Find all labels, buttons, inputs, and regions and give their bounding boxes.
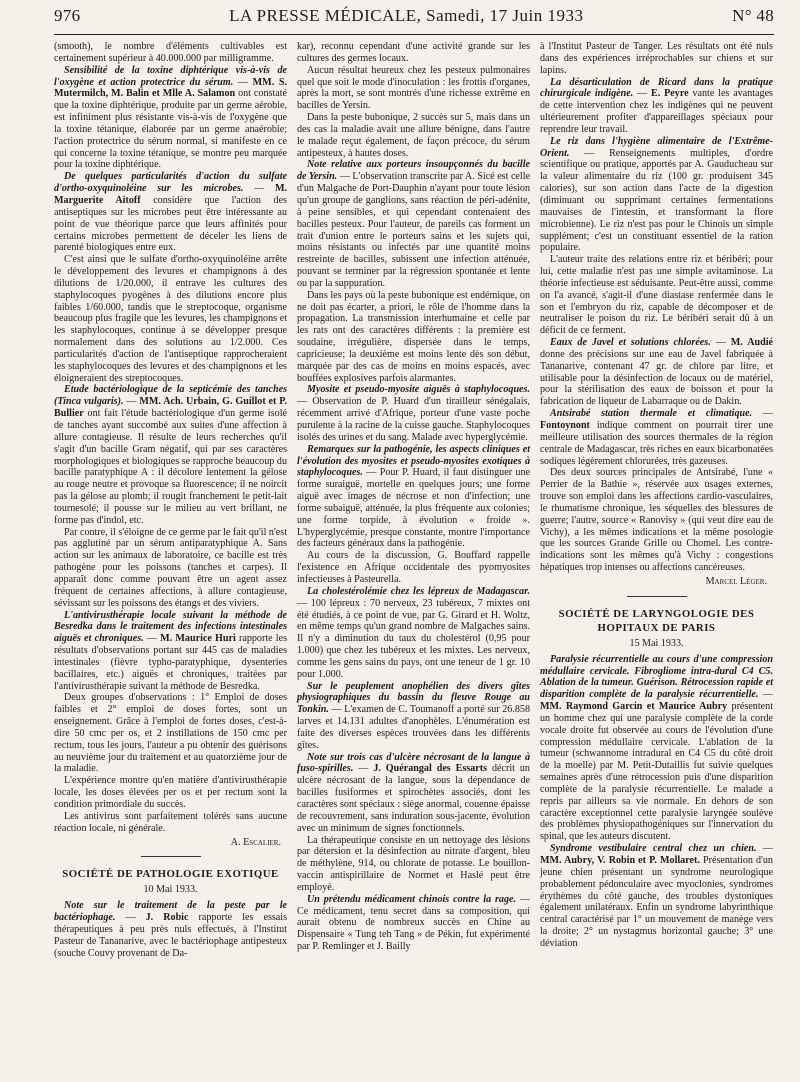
article: Le riz dans l'hygiène alimentaire de l'Extrême-Orient. — Renseignements multiples, d'ordre scientifique ou pratique, apportés par A. Gauducheau sur la valeur alimentaire du riz (100 gr. produisent 345 calories), sur son action dans l'acte de la digestion (diminuant ou supprimant certaines fermentations mauvaises de l'intestin, et transformant la flore microbienne). Le riz n'est pas pour le Chinois un simple supplément; c'est un constituant essentiel de la ration populaire.: [540, 135, 773, 254]
section-title: SOCIÉTÉ DE PATHOLOGIE EXOTIQUE: [62, 868, 279, 881]
article: Note sur le traitement de la peste par le bactériophage. — J. Robic rapporte les essais thérapeutiques à peu près nuls effectués, à l'Institut Pasteur de Tananarive, avec le bactériophage antipesteux (souche Couvy provenant de Da-: [54, 900, 288, 959]
article-text: considère que l'action des antiseptiques sur les microbes peut être intéressante au point de vue théorique parce que leurs affinités pour certains microbes permettent de déceler les liens de parenté biologiques entre eux.: [54, 194, 287, 254]
paragraph: Par contre, il s'éloigne de ce germe par le fait qu'il n'est pas agglutiné par un sérum antiparatyphique A. Sans action sur les animaux de laboratoire, ce bacille est très pathogène pour les poissons (tanches et carpes). Il apparaît donc comme pouvant être un agent assez fréquent de certaines affections, à allure contagieuse, sévissant sur les poissons des étangs et des viviers.: [54, 526, 287, 609]
header-rule: [54, 34, 774, 35]
article-text: indique comment on pourrait tirer une meilleure utilisation des sources thermales de la région centrale de Madagascar, très riches en eaux bicarbonatées sodiques légèrement chlorurées, très gazeuses.: [540, 420, 773, 467]
article-authors: MM. Ach. Urbain, G. Guillot et P. Bullier: [54, 396, 288, 420]
article: Etude bactériologique de la septicémie des tanches (Tinca vulgaris). — MM. Ach. Urbain, G. Guillot et P. Bullier ont fait l'étude bactériologique d'un germe isolé de tanches ayant succombé aux suites d'une affection à allure contagieuse. Il résulte de leurs recherches qu'il s'agit d'un bacille Gram négatif, qui par ses caractères morphologiques et biologiques se rapproche beaucoup du bacille paratyphique A : il décolore lentement la gélose au rouge neutre et provoque sa fluorescence; il ne noircit pas la gélose au plomb; il rougit franchement le petit-lait tournesolé; il pousse sur le milieu au vert brillant, ne forme pas d'indol, etc.: [54, 384, 288, 526]
section-separator: [627, 596, 687, 597]
paragraph: kar), reconnu cependant d'une activité grande sur les cultures des germes locaux.: [297, 41, 530, 64]
paragraph: Des deux sources principales de Antsirabé, l'une « Perrier de la Bathie », réservée aux usages externes, trouve son emploi dans les affections cardio-vasculaires, le rhumatisme chronique, les séquelles des blessures de guerre; l'autre, source « Ranovisy » (qui veut dire eau de Vichy), a les mêmes indications et la même posologie que les sources Grande Grille ou Chomel. Les contre-indications sont les mêmes qu'à Vichy : congestions hépatiques trop intenses ou affections cancéreuses.: [540, 467, 773, 574]
article: Note relative aux porteurs insoupçonnés du bacille de Yersin. — L'observation transcrite par A. Sicé est celle d'un Malgache de Port-Dauphin n'ayant pour toute lésion qu'un groupe de ganglions, sans réaction de péri-adénite, à peine sensibles, et qui cependant contenaient des bacilles pesteux. Pour l'auteur, de pareils cas forment un trait d'union entre le porteurs sains et les sujets qui, moins résistants ou infectés par une quantité moins restreinte de bacilles, subissent une infection atténuée, pouvant se terminer par la régression spontanée et lente ou par la suppuration.: [297, 159, 530, 289]
article-title: Note sur trois cas d'ulcère nécrosant de la langue à fuso-spirilles.: [297, 751, 530, 775]
article-authors: Fontoynont: [540, 420, 590, 431]
issue-number: N° 48: [732, 6, 774, 25]
article-title: Note sur le traitement de la peste par le bactériophage.: [54, 900, 287, 924]
paragraph: (smooth), le nombre d'éléments cultivables est certainement supérieur à 40.000.000 par milligramme.: [54, 41, 287, 64]
signature: A. Escalier.: [230, 836, 281, 848]
article-text: Pour P. Huard, il faut distinguer une forme suraiguë, mortelle en quelques jours; une forme aiguë avec images de nécrose et non d'infection; une forme subaiguë, atténuée, la plus fréquente aux colonies; une forme torpide, à évolution « froide ». L'hyperglycémie, presque constante, montre l'importance des facteurs généraux dans la pathogénie.: [297, 467, 530, 550]
article-text: décrit un ulcère nécrosant de la langue, sous la dépendance de bacilles fusiformes et spirochètes associés, dont les caractères sont spéciaux : siège anormal, couenne épaisse de recouvrement, sans induration sous-jacente, évolution avec un minimum de signes fonctionnels.: [297, 763, 530, 834]
article-title: Myosite et pseudo-myosite aiguës à staphylocoques.: [307, 384, 530, 396]
article-title: Antsirabé station thermale et climatique.: [550, 408, 753, 420]
article: De quelques particularités d'action du sulfate d'ortho-oxyquinoléine sur les microbes. — M. Marguerite Aitoff considère que l'action des antiseptiques sur les microbes peut être intéressante au point de vue théorique parce que leurs affinités pour certains microbes permettent de déceler les liens de parenté biologiques entre eux.: [54, 171, 287, 254]
article-title: Eaux de Javel et solutions chlorées.: [550, 337, 711, 349]
article: Sensibilité de la toxine diphtérique vis-à-vis de l'oxygène et action protectrice du sérum. — MM. S. Mutermilch, M. Balin et Mlle A. Salamon ont constaté que la toxine diphtérique, produite par un germe aérobie, est infiniment plus résistante vis-à-vis de l'oxygène que la toxine tétanique, élaborée par un germe anaérobie; l'action protectrice du sérum normal, si manifeste en ce qui concerne la toxine tétanique, se montre peu marquée pour la toxine diphtérique.: [54, 64, 287, 171]
article-text: rapporte les essais thérapeutiques à peu près nuls effectués, à l'Institut Pasteur de Tananarive, avec le bactériophage antipesteux (souche Couvy provenant de Da-: [54, 912, 288, 959]
article-authors: E. Peyre: [651, 88, 689, 100]
article: Sur le peuplement anophélien des divers gîtes physiographiques du bassin du fleuve Rouge au Tonkin. — L'examen de C. Toumanoff a porté sur 26.858 larves et 14.131 adultes d'anophèles. L'énumération est faite des diverses espèces trouvées dans les différents gîtes.: [297, 680, 531, 751]
column-3: [540, 41, 773, 959]
article-text: ont fait l'étude bactériologique d'un germe isolé de tanches ayant succombé aux suites d'une affection à allure contagieuse. Il résulte de leurs recherches qu'il s'agit d'un bacille Gram négatif, qui par ses caractères morphologiques et biologiques se rapproche beaucoup du bacille paratyphique A : il décolore lentement la gélose au rouge neutre et provoque sa fluorescence; il ne noircit pas la gélose au plomb; il rougit franchement le petit-lait tournesolé; il pousse sur le milieu au vert brillant, ne forme pas d'indol, etc.: [54, 408, 287, 526]
article-text: présentent un homme chez qui une paralysie complète de la corde vocale droite fut observée au cours de l'évolution d'une compression médullaire cervicale. L'ablation de la tumeur (schwannome intradural en C4 C5 du côté droit de la moelle) par M. Petit-Dutaillis fut suivie quelques semaines après d'une rétrocession puis d'une disparition complète de la paralysie récurrentielle. Le malade a repris par ailleurs sa vie normale. En dehors de son caractère exceptionnel cette paralysie laryngée soulève des problèmes physiopathogéniques sur l'innervation du spinal, que les auteurs discutent.: [540, 701, 773, 843]
article-text: Observation de P. Huard d'un tirailleur sénégalais, récemment arrivé d'Afrique, porteur d'une vaste poche purulente à la racine de la cuisse gauche. Staphylocoques isolés des urines et du sang. Malade avec hyperglycémie.: [297, 396, 530, 443]
page-number: 976: [54, 6, 81, 25]
article-text: ont constaté que la toxine diphtérique, produite par un germe aérobie, est infiniment plus résistante vis-à-vis de l'oxygène que la toxine tétanique, élaborée par un germe anaérobie; l'action protectrice du sérum normal, si manifeste en ce qui concerne la toxine tétanique, se montre peu marquée pour la toxine diphtérique.: [54, 88, 287, 171]
article: Syndrome vestibulaire central chez un chien. — MM. Aubry, V. Robin et P. Mollaret. Présentation d'un jeune chien présentant un syndrome neurologique probablement pédonculaire avec myoclonies, syndromes érythèmes du côté gauche, des troubles dystoniques également unilatéraux. Enfin un syndrome labyrinthique central caractérisé par 1° un mouvement de manège vers la droite; 2° un nystagmus horizontal gauche; 3° une déviation: [540, 843, 773, 949]
publication-title: LA PRESSE MÉDICALE, Samedi, 17 Juin 1933: [229, 6, 584, 25]
signature: Marcel Léger.: [705, 575, 767, 587]
column-2: [297, 41, 530, 959]
article: Un prétendu médicament chinois contre la rage. — Ce médicament, tenu secret dans sa composition, qui aurait obtenu de nombreux succès en Chine au Dispensaire « Tung teh Tang » de Pékin, fut expérimenté par P. Remlinger et J. Bailly: [297, 893, 530, 953]
article-authors: MM. S. Mutermilch, M. Balin et Mlle A. Salamon: [54, 76, 287, 100]
section-separator: [141, 856, 201, 857]
article-title: De quelques particularités d'action du sulfate d'ortho-oxyquinoléine sur les microbes.: [54, 171, 287, 195]
article-authors: MM. Raymond Garcin et Maurice Aubry: [540, 701, 728, 713]
article: Note sur trois cas d'ulcère nécrosant de la langue à fuso-spirilles. — J. Quérangal des Essarts décrit un ulcère nécrosant de la langue, sous la dépendance de bacilles fusiformes et spirochètes associés, dont les caractères sont spéciaux : siège anormal, couenne épaisse de recouvrement, sans induration sous-jacente, évolution avec un minimum de signes fonctionnels.: [297, 751, 530, 834]
paragraph: Les antivirus sont parfaitement tolérés sans aucune réaction locale, ni générale.: [54, 810, 287, 834]
article: Paralysie récurrentielle au cours d'une compression médullaire cervicale. Fibrogliome intra-dural C4 C5. Ablation de la tumeur. Guérison. Rétrocession rapide et disparition complète de la paralysie récurrentielle. — MM. Raymond Garcin et Maurice Aubry présentent un homme chez qui une paralysie complète de la corde vocale droite fut observée au cours de l'évolution d'une compression médullaire cervicale. L'ablation de la tumeur (schwannome intradural en C4 C5 du côté droit de la moelle) par M. Petit-Dutaillis fut suivie quelques semaines après d'une rétrocession puis d'une disparition complète de la paralysie récurrentielle. Le malade a repris par ailleurs sa vie normale. En dehors de son caractère exceptionnel cette paralysie laryngée soulève des problèmes physiopathogéniques sur l'innervation du spinal, que les auteurs discutent.: [540, 653, 773, 843]
article-title: Note relative aux porteurs insoupçonnés du bacille de Yersin.: [297, 159, 530, 183]
article-text: Ce médicament, tenu secret dans sa composition, qui aurait obtenu de nombreux succès en Chine au Dispensaire « Tung teh Tang » de Pékin, fut expérimenté par P. Remlinger et J. Bailly: [297, 905, 530, 953]
article-authors: M. Maurice Huri: [160, 633, 236, 645]
article-title: Un prétendu médicament chinois contre la rage.: [307, 893, 517, 905]
article-authors: MM. Aubry, V. Robin et P. Mollaret.: [540, 855, 700, 866]
article-title: Sur le peuplement anophélien des divers gîtes physiographiques du bassin du fleuve Rouge au Tonkin.: [297, 680, 530, 716]
article-title: Syndrome vestibulaire central chez un chien.: [550, 843, 757, 855]
column-1: [54, 41, 287, 959]
article-text: Présentation d'un jeune chien présentant un syndrome neurologique probablement pédonculaire avec myoclonies, syndromes érythèmes du côté gauche, des troubles dystoniques également unilatéraux. Enfin un syndrome labyrinthique central caractérisé par 1° un mouvement de manège vers la droite; 2° un nystagmus horizontal gauche; 3° une déviation: [540, 855, 773, 949]
paragraph: L'auteur traite des relations entre riz et béribéri; pour lui, cette maladie n'est pas une simple avitaminose. La théorie infectieuse est séduisante. Peut-être aussi, comme on l'a avancé, s'agit-il d'une diastase renfermée dans le son et l'embryon du riz, capable de décomposer et de neutraliser le poison du riz. Le béribéri serait dû à un déficit de ce ferment.: [540, 254, 773, 337]
paragraph: La thérapeutique consiste en un nettoyage des lésions par détersion et la désinfection au nitrate d'argent, bleu de méthylène, 914, ou chlorate de potasse. Le bouillon-vaccin antispirillaire de Normet et Haslé peut être employé.: [297, 834, 530, 893]
section-date: 10 Mai 1933.: [143, 884, 198, 896]
article-authors: M. Marguerite Aitoff: [54, 183, 287, 206]
article-title: L'antivirusthérapie locale suivant la méthode de Besredka dans le traitement des infections intestinales aiguës et chroniques.: [54, 609, 287, 645]
article-authors: J. Robic: [145, 912, 189, 924]
paragraph: C'est ainsi que le sulfate d'ortho-oxyquinoléine arrête le développement des levures et champignons à des dilutions de 1/20.000, il entrave les cultures des staphylocoques pyogènes à des dilutions encore plus faibles 1/60.000, tandis que le streptocoque, organisme beaucoup plus fragile que les levures, les champignons et les staphylocoques, continue à se développer presque normalement dans des solutions au 1/2.000. Ces particularités d'action de l'antiseptique rapprocheraient les staphylocoques des levures et des champignons et les éloigneraient des streptocoques.: [54, 254, 287, 384]
article-text: L'observation transcrite par A. Sicé est celle d'un Malgache de Port-Dauphin n'ayant pour toute lésion qu'un groupe de ganglions, sans réaction de péri-adénite, à peine sensibles, et qui cependant contenaient des bacilles pesteux. Pour l'auteur, de pareils cas forment un trait d'union entre le porteurs sains et les sujets qui, moins résistants ou infectés par une quantité moins restreinte de bacilles, subissent une infection atténuée, pouvant se terminer par la régression spontanée et lente ou par la suppuration.: [297, 171, 530, 289]
article-text: 100 lépreux : 70 nerveux, 23 tubéreux, 7 mixtes ont été étudiés, à ce point de vue, par G. Girard et H. Woltz, en même temps qu'un grand nombre de Malgaches sains. Il n'y a diminution du taux du cholestérol (0,95 pour 1.000) que chez les tubéreux et les mixtes. Les nerveux, comme les gens sains du pays, ont une teneur de 1 gr. 10 pour 1.000.: [297, 597, 530, 680]
article-title: Remarques sur la pathogénie, les aspects cliniques et l'évolution des myosites et pseudo-myosites exotiques à staphylocoques.: [297, 443, 530, 479]
article: Antsirabé station thermale et climatique. — Fontoynont indique comment on pourrait tirer une meilleure utilisation des sources thermales de la région centrale de Madagascar, très riches en eaux bicarbonatées sodiques légèrement chlorurées, très gazeuses.: [540, 408, 773, 467]
paragraph: L'expérience montre qu'en matière d'antivirusthérapie locale, les doses élevées per os et per rectum sont la condition primordiale du succès.: [54, 775, 287, 810]
paragraph: Dans la peste bubonique, 2 succès sur 5, mais dans un des cas la maladie avait une allure bénigne, dans l'autre le malade reçut également, de façon précoce, du sérum antipesteux, à hautes doses.: [297, 112, 530, 159]
section-date: 15 Mai 1933.: [629, 637, 684, 649]
article-title: La cholestérolémie chez les lépreux de Madagascar.: [307, 585, 530, 597]
article-title: Paralysie récurrentielle au cours d'une compression médullaire cervicale. Fibrogliome intra-dural C4 C5. Ablation de la tumeur. Guérison. Rétrocession rapide et disparition complète de la paralysie récurrentielle.: [540, 653, 773, 701]
article-title: La désarticulation de Ricard dans la pratique chirurgicale indigène.: [540, 76, 773, 100]
article: Eaux de Javel et solutions chlorées. — M. Audié donne des précisions sur une eau de Javel fabriquée à Tananarive, contenant 47 gr. de chlore par litre, et utilisable pour la désinfection de locaux ou de matériel, pour la stérilisation des eaux de boisson et pour la fabrication de liqueur de Labarraque ou de Dakin.: [540, 337, 773, 408]
article: La désarticulation de Ricard dans la pratique chirurgicale indigène. — E. Peyre vante les avantages de cette intervention chez les indigènes qui ne peuvent ultérieurement profiter d'appareillages spéciaux pour reprendre leur travail.: [540, 76, 773, 135]
paragraph: Aucun résultat heureux chez les pesteux pulmonaires quel que soit le mode d'inoculation : les frottis d'organes, après la mort, se sont montrés d'une richesse extrême en bacilles de Yersin.: [297, 64, 530, 112]
paragraph: à l'Institut Pasteur de Tanger. Les résultats ont été nuls dans des expériences irréprochables sur chiens et sur lapins.: [540, 41, 773, 76]
article-title: Le riz dans l'hygiène alimentaire de l'Extrême-Orient.: [540, 135, 773, 159]
article: La cholestérolémie chez les lépreux de Madagascar. — 100 lépreux : 70 nerveux, 23 tubéreux, 7 mixtes ont été étudiés, à ce point de vue, par G. Girard et H. Woltz, en même temps qu'un grand nombre de Malgaches sains. Il n'y a diminution du taux du cholestérol (0,95 pour 1.000) que chez les tubéreux et les mixtes. Les nerveux, comme les gens sains du pays, ont une teneur de 1 gr. 10 pour 1.000.: [297, 585, 530, 680]
paragraph: Dans les pays où la peste bubonique est endémique, on ne doit pas écarter, a priori, le rôle de l'homme dans la propagation. La transmission interhumaine et celle par les rats ont des caractères différents : la première est soudaine, irrégulière, dispersée dans le temps, capricieuse; la deuxième est moins lente dès son début, marquée par des cas de moins en moins espacés, avec bouffées explosives parfois alarmantes.: [297, 289, 530, 384]
paragraph: Au cours de la discussion, G. Bouffard rappelle l'existence en Afrique occidentale des pyomyosites infectieuses à Pasteurella.: [297, 550, 530, 585]
article-text: donne des précisions sur une eau de Javel fabriquée à Tananarive, contenant 47 gr. de chlore par litre, et utilisable pour la désinfection de locaux ou de matériel, pour la stérilisation des eaux de boisson et pour la fabrication de liqueur de Labarraque ou de Dakin.: [540, 348, 773, 408]
article-columns: [54, 41, 774, 959]
article: L'antivirusthérapie locale suivant la méthode de Besredka dans le traitement des infections intestinales aiguës et chroniques. — M. Maurice Huri rapporte les résultats d'observations portant sur 445 cas de maladies intestinales (fièvre typho-paratyphique, dysenteries bacillaires, etc.) aiguës et chroniques, traitées par l'antivirusthérapie suivant la méthode de Besredka.: [54, 609, 288, 692]
section-title: SOCIÉTÉ DE LARYNGOLOGIE DES HOPITAUX DE PARIS: [558, 607, 755, 634]
article-text: L'examen de C. Toumanoff a porté sur 26.858 larves et 14.131 adultes d'anophèles. L'énumération est faite des diverses espèces trouvées dans les différents gîtes.: [297, 704, 531, 751]
article-title: Etude bactériologique de la septicémie des tanches (Tinca vulgaris).: [54, 384, 287, 408]
page-header: [54, 0, 774, 30]
article: Remarques sur la pathogénie, les aspects cliniques et l'évolution des myosites et pseudo-myosites exotiques à staphylocoques. — Pour P. Huard, il faut distinguer une forme suraiguë, mortelle en quelques jours; une forme aiguë avec images de nécrose et non d'infection; une forme subaiguë, atténuée, la plus fréquente aux colonies; une forme torpide, à évolution « froide ». L'hyperglycémie, presque constante, montre l'importance des facteurs généraux dans la pathogénie.: [297, 443, 530, 550]
paragraph: Deux groupes d'observations : 1° Emploi de doses faibles et 2° emploi de doses fortes, sont un enseignement. Grâce à l'emploi de fortes doses, c'est-à-dire 50 cmc per os, et 2 instillations de 150 cmc per rectum, tous les jours, l'auteur a pu obtenir des guérisons au neuvième jour du traitement et au quatorzième jour de la maladie.: [54, 692, 287, 775]
article: Myosite et pseudo-myosite aiguës à staphylocoques. — Observation de P. Huard d'un tirailleur sénégalais, récemment arrivé d'Afrique, porteur d'une vaste poche purulente à la racine de la cuisse gauche. Staphylocoques isolés des urines et du sang. Malade avec hyperglycémie.: [297, 384, 530, 443]
article-title: Sensibilité de la toxine diphtérique vis-à-vis de l'oxygène et action protectrice du sérum.: [54, 64, 287, 88]
article-text: rapporte les résultats d'observations portant sur 445 cas de maladies intestinales (fièvre typho-paratyphique, dysenteries bacillaires, etc.) aiguës et chroniques, traitées par l'antivirusthérapie suivant la méthode de Besredka.: [54, 633, 288, 692]
article-text: vante les avantages de cette intervention chez les indigènes qui ne peuvent ultérieurement profiter d'appareillages spéciaux pour reprendre leur travail.: [540, 88, 773, 135]
article-authors: M. Audié: [730, 337, 773, 349]
article-text: Renseignements multiples, d'ordre scientifique ou pratique, apportés par A. Gauducheau sur la valeur alimentaire du riz (100 gr. produisent 345 calories), sur son action dans l'acte de la digestion (diminuant ou supprimant certaines fermentations mauvaises de l'intestin, et transformant la flore microbienne). Le riz n'est pas pour le Chinois un simple supplément; c'est un constituant essentiel de la ration populaire.: [540, 147, 773, 254]
article-authors: J. Quérangal des Essarts: [373, 763, 488, 775]
